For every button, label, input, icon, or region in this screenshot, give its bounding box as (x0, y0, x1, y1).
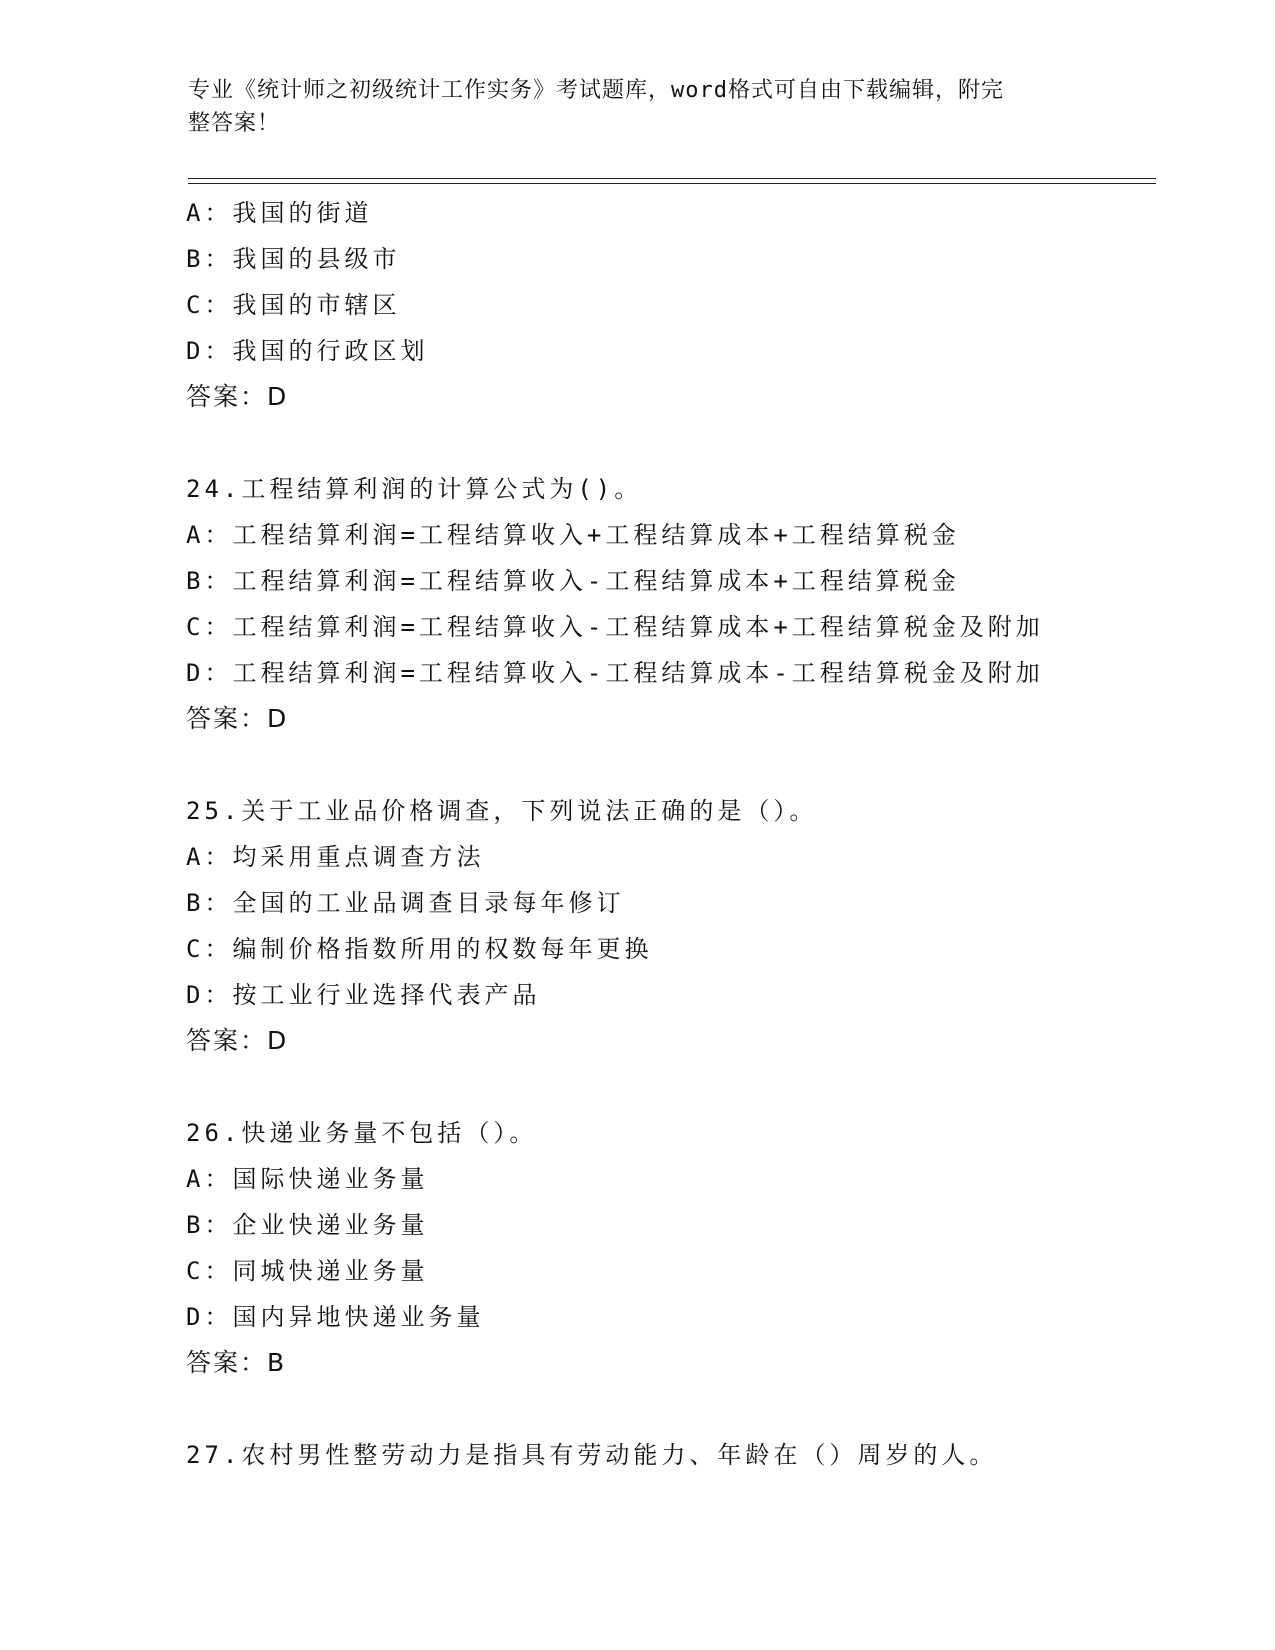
document-body (186, 190, 1186, 1478)
header-line-2: 整答案！ (188, 111, 281, 136)
option-d: D：工程结算利润=工程结算收入-工程结算成本-工程结算税金及附加 (186, 659, 1044, 687)
answer-line: 答案：D (186, 1026, 289, 1055)
option-a: A：我国的街道 (186, 199, 373, 227)
question-27-block (186, 1432, 1186, 1478)
option-a: A：国际快递业务量 (186, 1165, 429, 1193)
option-c: C：我国的市辖区 (186, 291, 401, 319)
option-d: D：国内异地快递业务量 (186, 1303, 485, 1331)
option-c: C：工程结算利润=工程结算收入-工程结算成本+工程结算税金及附加 (186, 613, 1044, 641)
option-b: B：工程结算利润=工程结算收入-工程结算成本+工程结算税金 (186, 567, 960, 595)
question-text: 27.农村男性整劳动力是指具有劳动能力、年龄在（）周岁的人。 (186, 1441, 998, 1469)
option-a: A：工程结算利润=工程结算收入+工程结算成本+工程结算税金 (186, 521, 960, 549)
option-b: B：全国的工业品调查目录每年修订 (186, 889, 625, 917)
option-b: B：我国的县级市 (186, 245, 401, 273)
question-text: 24.工程结算利润的计算公式为()。 (186, 475, 643, 503)
option-c: C：编制价格指数所用的权数每年更换 (186, 935, 653, 963)
page-header (188, 74, 1068, 140)
question-24-block (186, 466, 1186, 742)
question-26-block (186, 1110, 1186, 1386)
question-text: 26.快递业务量不包括（）。 (186, 1119, 538, 1147)
answer-line: 答案：B (186, 1348, 287, 1377)
answer-line: 答案：D (186, 382, 289, 411)
option-d: D：我国的行政区划 (186, 337, 429, 365)
header-rule-bottom (188, 183, 1156, 184)
question-25-block (186, 788, 1186, 1064)
question-23-block (186, 190, 1186, 420)
option-d: D：按工业行业选择代表产品 (186, 981, 541, 1009)
answer-line: 答案：D (186, 704, 289, 733)
header-rule-top (188, 178, 1156, 179)
header-line-1: 专业《统计师之初级统计工作实务》考试题库，word格式可自由下载编辑，附完 (188, 78, 1004, 103)
option-a: A：均采用重点调查方法 (186, 843, 485, 871)
option-b: B：企业快递业务量 (186, 1211, 429, 1239)
question-text: 25.关于工业品价格调查，下列说法正确的是（）。 (186, 797, 818, 825)
option-c: C：同城快递业务量 (186, 1257, 429, 1285)
